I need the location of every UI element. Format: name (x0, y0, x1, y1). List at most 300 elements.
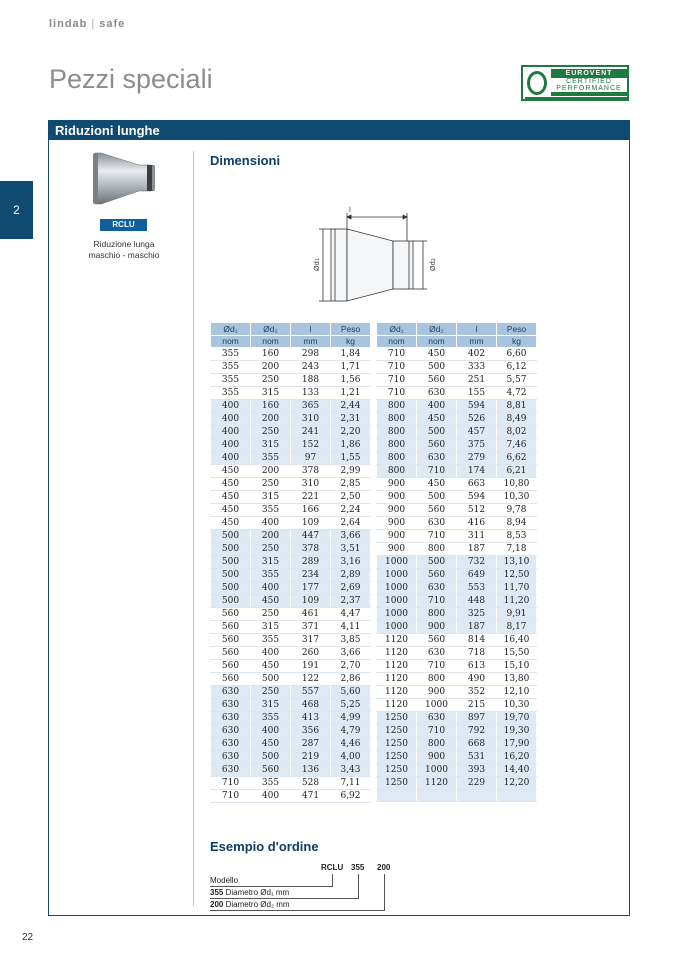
cell-d1: 630 (211, 738, 251, 751)
cell-weight: 14,40 (497, 764, 537, 777)
table-row (211, 491, 371, 504)
cell-length: 471 (291, 790, 331, 803)
cell-d1: 900 (377, 504, 417, 517)
table-row (377, 634, 537, 647)
table-row (211, 751, 371, 764)
cell-d1: 560 (211, 647, 251, 660)
cell-d1: 1250 (377, 764, 417, 777)
cell-weight: 10,30 (497, 699, 537, 712)
cell-weight: 7,11 (331, 777, 371, 790)
order-underline-model (210, 886, 333, 887)
header-d1: Ød₁ (211, 323, 251, 336)
cell-d1: 400 (211, 413, 251, 426)
cell-d2: 160 (251, 348, 291, 361)
cell-d1: 1000 (377, 582, 417, 595)
cell-d1: 400 (211, 452, 251, 465)
cell-weight: 6,62 (497, 452, 537, 465)
cell-d2: 500 (251, 751, 291, 764)
cell-weight: 2,50 (331, 491, 371, 504)
cell-d1: 400 (211, 426, 251, 439)
cell-d1: 1250 (377, 738, 417, 751)
cell-d2: 710 (417, 595, 457, 608)
cell-weight: 3,66 (331, 647, 371, 660)
cell-d2: 355 (251, 712, 291, 725)
table-row (211, 712, 371, 725)
cell-weight: 2,44 (331, 400, 371, 413)
cell-d1: 1000 (377, 621, 417, 634)
cell-weight: 5,60 (331, 686, 371, 699)
dimensions-heading: Dimensioni (210, 153, 281, 168)
unit-d1: nom (211, 335, 251, 348)
cell-length: 191 (291, 660, 331, 673)
cell-length: 531 (457, 751, 497, 764)
cell-d1: 1250 (377, 777, 417, 790)
table-row (211, 517, 371, 530)
table-row (377, 608, 537, 621)
cell-d2: 450 (251, 738, 291, 751)
cell-d1: 800 (377, 465, 417, 478)
cell-d1: 560 (211, 673, 251, 686)
cell-weight: 15,50 (497, 647, 537, 660)
brand-separator: | (91, 18, 96, 30)
cell-weight: 2,86 (331, 673, 371, 686)
cell-length: 122 (291, 673, 331, 686)
cell-length: 897 (457, 712, 497, 725)
cell-d2: 710 (417, 725, 457, 738)
table-row (377, 699, 537, 712)
table-row (211, 582, 371, 595)
order-example (210, 861, 470, 911)
table-row (211, 387, 371, 400)
cell-d1: 900 (377, 478, 417, 491)
dimensions-table-right (376, 322, 537, 802)
table-row (377, 725, 537, 738)
cell-d1: 1120 (377, 673, 417, 686)
cell-d2: 1000 (417, 764, 457, 777)
cell-d2: 355 (251, 569, 291, 582)
cell-length: 279 (457, 452, 497, 465)
cell-length: 289 (291, 556, 331, 569)
unit-d2: nom (251, 335, 291, 348)
cell-length: 448 (457, 595, 497, 608)
cell-length: 166 (291, 504, 331, 517)
order-leader-d2 (384, 874, 385, 910)
cell-length: 287 (291, 738, 331, 751)
unit-length: mm (291, 335, 331, 348)
column-divider (193, 151, 194, 906)
cell-length: 378 (291, 543, 331, 556)
cell-weight: 13,80 (497, 673, 537, 686)
cell-d2: 500 (417, 361, 457, 374)
table-row (211, 673, 371, 686)
cell-d2: 450 (417, 413, 457, 426)
cell-d1: 1000 (377, 556, 417, 569)
cell-d2: 400 (251, 725, 291, 738)
cell-d1: 1120 (377, 686, 417, 699)
cell-length: 528 (291, 777, 331, 790)
cell-d2: 400 (417, 400, 457, 413)
cell-length: 718 (457, 647, 497, 660)
brand-product-line: safe (99, 18, 126, 30)
order-code-d1: 355 (351, 863, 365, 872)
brand-header (49, 18, 125, 30)
cell-d1: 500 (211, 543, 251, 556)
cell-d1: 900 (377, 491, 417, 504)
cell-weight: 1,56 (331, 374, 371, 387)
cell-d2: 355 (251, 777, 291, 790)
cell-d1: 630 (211, 699, 251, 712)
cell-length: 187 (457, 543, 497, 556)
cell-d2: 400 (251, 790, 291, 803)
table-row (211, 465, 371, 478)
table-row (211, 764, 371, 777)
cell-length: 490 (457, 673, 497, 686)
table-row (211, 400, 371, 413)
cell-weight: 1,84 (331, 348, 371, 361)
table-row (377, 517, 537, 530)
cell-d1: 560 (211, 634, 251, 647)
cell-length: 187 (457, 621, 497, 634)
header-d2: Ød₂ (417, 323, 457, 336)
cell-d1: 500 (211, 556, 251, 569)
table-row (377, 712, 537, 725)
table-row (211, 361, 371, 374)
table-row (377, 400, 537, 413)
cell-d2: 200 (251, 465, 291, 478)
cell-d1: 450 (211, 478, 251, 491)
cell-length: 234 (291, 569, 331, 582)
cell-length: 594 (457, 400, 497, 413)
cell-length: 219 (291, 751, 331, 764)
cell-weight: 16,40 (497, 634, 537, 647)
cell-weight: 1,55 (331, 452, 371, 465)
header-d1: Ød₁ (377, 323, 417, 336)
cell-weight: 4,46 (331, 738, 371, 751)
cell-d2: 450 (417, 348, 457, 361)
cell-length: 553 (457, 582, 497, 595)
cell-d2: 800 (417, 608, 457, 621)
table-row (211, 660, 371, 673)
cell-d2: 400 (251, 582, 291, 595)
order-label-model: Modello (210, 876, 239, 885)
table-row (211, 374, 371, 387)
cell-length: 243 (291, 361, 331, 374)
cell-empty (457, 790, 497, 802)
cell-weight: 2,37 (331, 595, 371, 608)
cell-weight: 4,99 (331, 712, 371, 725)
cell-length: 317 (291, 634, 331, 647)
cell-d2: 500 (417, 426, 457, 439)
table-row (211, 647, 371, 660)
cell-length: 663 (457, 478, 497, 491)
cell-weight: 12,20 (497, 777, 537, 790)
cell-weight: 12,50 (497, 569, 537, 582)
cell-d1: 1120 (377, 660, 417, 673)
cell-weight: 2,64 (331, 517, 371, 530)
cell-weight: 9,78 (497, 504, 537, 517)
eurovent-certification-logo (521, 65, 629, 101)
cell-weight: 10,80 (497, 478, 537, 491)
table-row (211, 686, 371, 699)
cell-d1: 630 (211, 712, 251, 725)
cell-length: 229 (457, 777, 497, 790)
cell-d1: 560 (211, 660, 251, 673)
unit-weight: kg (331, 335, 371, 348)
table-row (211, 478, 371, 491)
cell-weight: 7,18 (497, 543, 537, 556)
table-row (377, 478, 537, 491)
cell-length: 378 (291, 465, 331, 478)
cell-weight: 3,16 (331, 556, 371, 569)
cell-d1: 800 (377, 413, 417, 426)
table-row (377, 686, 537, 699)
cell-d1: 500 (211, 595, 251, 608)
order-code-d2: 200 (377, 863, 391, 872)
cell-weight: 2,85 (331, 478, 371, 491)
order-label-d2-value: 200 (210, 900, 224, 909)
cell-d1: 710 (377, 387, 417, 400)
cell-d1: 800 (377, 400, 417, 413)
cell-weight: 5,25 (331, 699, 371, 712)
cell-weight: 6,60 (497, 348, 537, 361)
table-row (377, 569, 537, 582)
cell-length: 461 (291, 608, 331, 621)
technical-drawing (307, 203, 447, 303)
cell-d1: 400 (211, 400, 251, 413)
cell-weight: 4,47 (331, 608, 371, 621)
table-row (211, 790, 371, 803)
cell-d1: 450 (211, 517, 251, 530)
cell-weight: 9,91 (497, 608, 537, 621)
cell-d1: 900 (377, 517, 417, 530)
cell-d2: 710 (417, 660, 457, 673)
cell-d2: 450 (417, 478, 457, 491)
cell-length: 447 (291, 530, 331, 543)
chapter-tab[interactable]: 2 (0, 181, 33, 239)
cell-length: 109 (291, 595, 331, 608)
cell-length: 215 (457, 699, 497, 712)
cell-length: 325 (457, 608, 497, 621)
cell-weight: 3,66 (331, 530, 371, 543)
cell-d2: 560 (417, 504, 457, 517)
table-row (377, 738, 537, 751)
cell-d1: 1120 (377, 699, 417, 712)
cell-d1: 355 (211, 374, 251, 387)
cell-d2: 355 (251, 452, 291, 465)
cell-d2: 250 (251, 478, 291, 491)
header-weight: Peso (331, 323, 371, 336)
cell-length: 136 (291, 764, 331, 777)
table-row (211, 413, 371, 426)
cell-d2: 630 (417, 582, 457, 595)
cell-d1: 1250 (377, 751, 417, 764)
cell-length: 732 (457, 556, 497, 569)
cell-d2: 450 (251, 660, 291, 673)
cell-d2: 900 (417, 751, 457, 764)
cell-weight: 6,92 (331, 790, 371, 803)
cell-length: 792 (457, 725, 497, 738)
cell-d1: 1120 (377, 647, 417, 660)
page-number: 22 (22, 932, 34, 943)
cell-length: 152 (291, 439, 331, 452)
cell-d1: 450 (211, 491, 251, 504)
cell-weight: 2,31 (331, 413, 371, 426)
cell-empty (377, 790, 417, 802)
cell-length: 155 (457, 387, 497, 400)
cell-d1: 630 (211, 686, 251, 699)
table-row (377, 452, 537, 465)
cell-d1: 450 (211, 504, 251, 517)
cell-length: 649 (457, 569, 497, 582)
cell-d2: 355 (251, 504, 291, 517)
drawing-label-d1: Ød₁ (313, 258, 321, 271)
cell-d1: 710 (377, 348, 417, 361)
cell-d1: 630 (211, 764, 251, 777)
cell-length: 393 (457, 764, 497, 777)
cell-weight: 8,02 (497, 426, 537, 439)
cell-d2: 315 (251, 699, 291, 712)
cell-length: 310 (291, 478, 331, 491)
unit-weight: kg (497, 335, 537, 348)
table-row (211, 348, 371, 361)
table-row (377, 595, 537, 608)
order-leader-d1 (358, 874, 359, 898)
cell-length: 413 (291, 712, 331, 725)
cell-d2: 250 (251, 426, 291, 439)
table-row (211, 504, 371, 517)
cell-d2: 560 (417, 439, 457, 452)
cell-weight: 15,10 (497, 660, 537, 673)
cell-length: 356 (291, 725, 331, 738)
cell-weight: 1,86 (331, 439, 371, 452)
order-label-d1 (210, 888, 289, 897)
cell-weight: 6,12 (497, 361, 537, 374)
order-label-d1-text: Diametro Ød₁ mm (225, 888, 290, 897)
table-row (377, 530, 537, 543)
cell-d1: 710 (211, 790, 251, 803)
table-row (211, 777, 371, 790)
table-header-row (211, 323, 371, 336)
cell-d1: 800 (377, 426, 417, 439)
table-row (377, 504, 537, 517)
cell-d2: 450 (251, 595, 291, 608)
cell-length: 251 (457, 374, 497, 387)
cell-length: 333 (457, 361, 497, 374)
product-code-badge: RCLU (100, 219, 147, 231)
table-row (377, 465, 537, 478)
cell-d1: 400 (211, 439, 251, 452)
table-row (211, 634, 371, 647)
cell-d1: 500 (211, 582, 251, 595)
cell-d1: 800 (377, 452, 417, 465)
cell-weight: 8,94 (497, 517, 537, 530)
cell-d2: 710 (417, 465, 457, 478)
cell-d2: 710 (417, 530, 457, 543)
cell-length: 416 (457, 517, 497, 530)
cell-length: 109 (291, 517, 331, 530)
header-d2: Ød₂ (251, 323, 291, 336)
cell-d1: 630 (211, 725, 251, 738)
cell-length: 468 (291, 699, 331, 712)
cell-d2: 800 (417, 738, 457, 751)
cell-weight: 10,30 (497, 491, 537, 504)
header-weight: Peso (497, 323, 537, 336)
order-label-d2-text: Diametro Ød₂ mm (225, 900, 290, 909)
cell-d1: 500 (211, 530, 251, 543)
cell-weight: 2,70 (331, 660, 371, 673)
drawing-label-length: l (349, 206, 351, 214)
cell-d1: 1000 (377, 569, 417, 582)
cell-weight: 2,20 (331, 426, 371, 439)
table-row (377, 387, 537, 400)
cell-d2: 315 (251, 556, 291, 569)
cell-weight: 3,51 (331, 543, 371, 556)
table-row (377, 673, 537, 686)
cell-weight: 4,79 (331, 725, 371, 738)
cell-length: 613 (457, 660, 497, 673)
cell-empty (417, 790, 457, 802)
table-row (211, 595, 371, 608)
cell-length: 365 (291, 400, 331, 413)
cell-empty (497, 790, 537, 802)
cell-d2: 355 (251, 634, 291, 647)
table-row (377, 426, 537, 439)
table-units-row (377, 335, 537, 348)
table-row (211, 543, 371, 556)
cell-d1: 900 (377, 530, 417, 543)
cell-d2: 500 (417, 556, 457, 569)
cell-weight: 5,57 (497, 374, 537, 387)
cell-d2: 630 (417, 452, 457, 465)
cell-length: 221 (291, 491, 331, 504)
cell-length: 814 (457, 634, 497, 647)
table-row (211, 569, 371, 582)
table-row (377, 439, 537, 452)
cell-d2: 200 (251, 530, 291, 543)
table-row (377, 556, 537, 569)
cell-length: 371 (291, 621, 331, 634)
cell-weight: 4,72 (497, 387, 537, 400)
table-row (211, 452, 371, 465)
cell-d2: 630 (417, 647, 457, 660)
cell-d1: 560 (211, 621, 251, 634)
order-label-d1-value: 355 (210, 888, 224, 897)
table-row (211, 738, 371, 751)
cell-d2: 250 (251, 686, 291, 699)
cell-weight: 1,21 (331, 387, 371, 400)
cell-d2: 400 (251, 517, 291, 530)
cell-d1: 1250 (377, 725, 417, 738)
cell-d2: 315 (251, 387, 291, 400)
drawing-label-d2: Ød₂ (429, 258, 437, 271)
page-title: Pezzi speciali (49, 64, 213, 94)
brand-name: lindab (49, 18, 88, 30)
cell-weight: 7,46 (497, 439, 537, 452)
cell-weight: 11,20 (497, 595, 537, 608)
cell-d1: 355 (211, 387, 251, 400)
cert-footer-bar (525, 97, 627, 99)
cell-d2: 400 (251, 647, 291, 660)
cell-weight: 19,70 (497, 712, 537, 725)
cell-weight: 3,85 (331, 634, 371, 647)
cert-line-3: PERFORMANCE (556, 85, 622, 92)
cell-length: 260 (291, 647, 331, 660)
cell-weight: 8,53 (497, 530, 537, 543)
order-label-d2 (210, 900, 290, 909)
cert-line-1: EUROVENT (551, 69, 627, 78)
cell-d1: 1250 (377, 712, 417, 725)
cell-weight: 4,00 (331, 751, 371, 764)
